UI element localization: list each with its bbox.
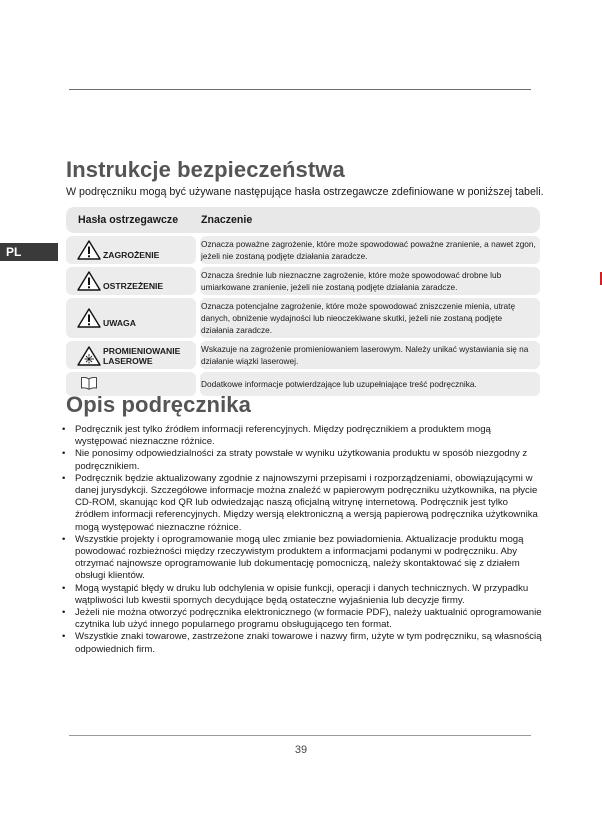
keyword-label [103,346,180,366]
laser-warning-icon [77,346,101,366]
book-icon [80,376,98,390]
warning-triangle-icon [77,308,101,328]
list-item: • Wszystkie projekty i oprogramowanie mogą ulec zmianie bez powiadomienia. Aktualizacje produktu mogą powodować rozbieżności między rzeczywistym produktem a informacjami podanymi w podręczniku. Aby otrzymać najnowsze oprogramowanie lub dokumentację pomocniczą, należy skontaktować się z działem obsługi klientów. [60,534,542,583]
list-item: • Nie ponosimy odpowiedzialności za straty powstałe w wyniku użytkowania produktu w sposób niezgodny z podręcznikiem. [60,448,542,472]
bottom-rule [69,735,531,736]
keyword-cell [66,267,196,295]
safety-title: Instrukcje bezpieczeństwa [66,157,345,182]
signal-words-table [66,207,540,399]
warning-triangle-icon [77,240,101,260]
keyword-label [103,250,159,260]
header-keyword: Hasła ostrzegawcze [78,214,179,226]
keyword-line: OSTRZEŻENIE [103,281,164,291]
manual-title: Opis podręcznika [66,392,251,417]
meaning-cell: Oznacza potencjalne zagrożenie, które może spowodować zniszczenie mienia, utratę danych, obniżenie wydajności lub nieoczekiwane skutki, jeżeli nie zostaną podjęte działania zaradcze. [200,298,540,338]
list-item: • Podręcznik będzie aktualizowany zgodnie z najnowszymi przepisami i rozporządzeniami, obowiązującymi w danej jurysdykcji. Szczegółowe informacje można znaleźć w papierowym podręczniku użytkownika, na płycie CD-ROM, skanując kod QR lub odwiedzając naszą oficjalną witrynę internetową. Podręcznik jest tylko źródłem informacji referencyjnych. Między wersją elektroniczną a wersją papierową podręcznika użytkownika mogą występować nieznaczne różnice. [60,473,542,534]
keyword-cell [66,298,196,338]
keyword-cell [66,341,196,369]
list-item: • Wszystkie znaki towarowe, zastrzeżone znaki towarowe i nazwy firm, użyte w tym podręczniku, są własnością odpowiednich firm. [60,631,542,655]
keyword-line: LASEROWE [103,356,153,366]
table-row [66,267,540,295]
keyword-line: ZAGROŻENIE [103,250,160,260]
page-number: 39 [294,744,308,756]
keyword-line: PROMIENIOWANIE [103,346,181,356]
meaning-cell: Oznacza średnie lub nieznaczne zagrożenie, które może spowodować drobne lub umiarkowane zranienie, jeżeli nie zostaną podjęte działania zaradcze. [200,267,540,295]
meaning-cell: Wskazuje na zagrożenie promieniowaniem laserowym. Należy unikać wystawiania się na działanie wiązki laserowej. [200,341,540,369]
warning-triangle-icon [77,271,101,291]
table-header [66,207,540,233]
table-row [66,341,540,369]
table-row [66,298,540,338]
keyword-line: UWAGA [103,318,136,328]
meaning-cell: Oznacza poważne zagrożenie, które może spowodować poważne zranienie, a nawet zgon, jeżeli nie zostaną podjęte działania zaradcze. [200,236,540,264]
language-tab: PL [0,243,58,261]
keyword-cell [66,236,196,264]
header-meaning: Znaczenie [201,214,253,226]
table-row [66,236,540,264]
keyword-label [103,318,136,328]
list-item: • Podręcznik jest tylko źródłem informacji referencyjnych. Między podręcznikiem a produktem mogą występować nieznaczne różnice. [60,424,542,448]
list-item: • Mogą wystąpić błędy w druku lub odchylenia w opisie funkcji, operacji i danych technicznych. W przypadku wątpliwości lub kwestii spornych decydujące będą ostateczne wyjaśnienia lub decyzje firmy. [60,583,542,607]
top-rule [69,89,531,90]
keyword-label [103,281,163,291]
manual-bullet-list [60,424,542,656]
safety-intro: W podręczniku mogą być używane następujące hasła ostrzegawcze zdefiniowane w poniższej tabeli. [66,186,544,198]
meaning-cell: Dodatkowe informacje potwierdzające lub uzupełniające treść podręcznika. [200,372,540,396]
list-item: • Jeżeli nie można otworzyć podręcznika elektronicznego (w formacie PDF), należy uaktualnić oprogramowanie czytnika lub użyć innego popularnego programu obsługującego ten format. [60,607,542,631]
